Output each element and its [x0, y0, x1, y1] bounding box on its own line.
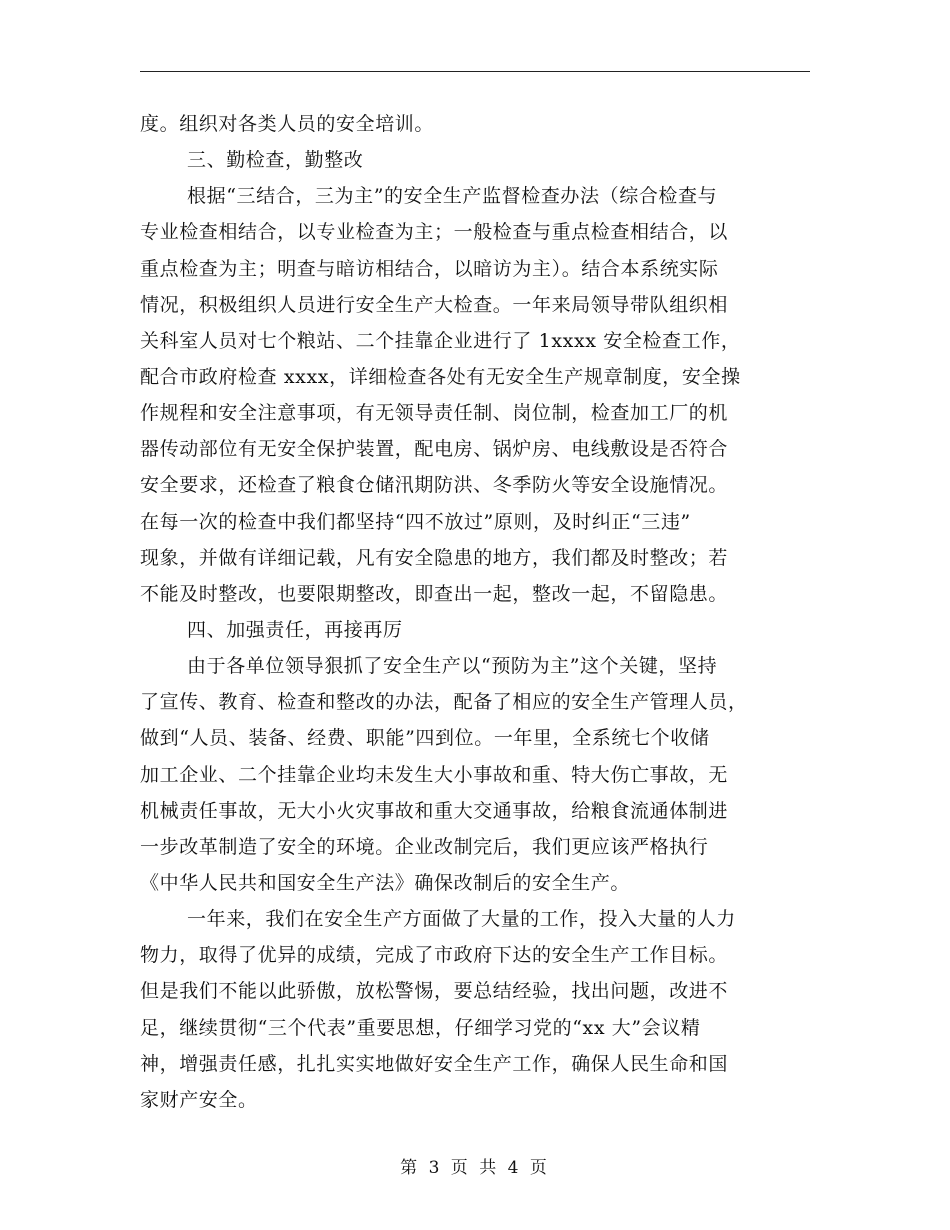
text-line: 足，继续贯彻“三个代表”重要思想，仔细学习党的“xx 大”会议精	[140, 1016, 701, 1039]
text-line: 由于各单位领导狠抓了安全生产以“预防为主”这个关键，坚持	[187, 655, 718, 678]
text-line: 了宣传、教育、检查和整改的办法，配备了相应的安全生产管理人员，	[140, 691, 748, 714]
text-line: 《中华人民共和国安全生产法》确保改制后的安全生产。	[140, 871, 631, 894]
text-line: 在每一次的检查中我们都坚持“四不放过”原则，及时纠正“三违”	[140, 510, 691, 533]
text-line: 重点检查为主；明查与暗访相结合，以暗访为主）。结合本系统实际	[140, 257, 719, 280]
text-line: 情况，积极组织人员进行安全生产大检查。一年来局领导带队组织相	[140, 293, 729, 316]
text-line: 根据“三结合，三为主”的安全生产监督检查办法（综合检查与	[187, 185, 718, 208]
text-line: 现象，并做有详细记载，凡有安全隐患的地方，我们都及时整改；若	[140, 546, 729, 569]
text-line: 关科室人员对七个粮站、二个挂靠企业进行了 1xxxx 安全检查工作，	[140, 329, 741, 352]
text-line: 不能及时整改，也要限期整改，即查出一起，整改一起，不留隐患。	[140, 582, 729, 605]
text-line: 但是我们不能以此骄傲，放松警惕，要总结经验，找出问题，改进不	[140, 980, 729, 1003]
section-heading-4: 四、加强责任，再接再厉	[187, 618, 403, 641]
document-body	[140, 106, 812, 1118]
text-line: 一步改革制造了安全的环境。企业改制完后，我们更应该严格执行	[140, 835, 709, 858]
text-line: 一年来，我们在安全生产方面做了大量的工作，投入大量的人力	[187, 908, 736, 931]
text-line: 神，增强责任感，扎扎实实地做好安全生产工作，确保人民生命和国	[140, 1052, 729, 1075]
section-heading-3: 三、勤检查，勤整改	[187, 149, 364, 172]
text-line: 作规程和安全注意事项，有无领导责任制、岗位制，检查加工厂的机	[140, 402, 729, 425]
page-number-footer: 第 3 页 共 4 页	[400, 1158, 550, 1178]
header-rule	[140, 71, 810, 72]
text-line: 机械责任事故，无大小火灾事故和重大交通事故，给粮食流通体制进	[140, 799, 729, 822]
text-line: 配合市政府检查 xxxx，详细检查各处有无安全生产规章制度，安全操	[140, 365, 741, 388]
text-line: 家财产安全。	[140, 1088, 258, 1111]
text-line: 专业检查相结合，以专业检查为主；一般检查与重点检查相结合，以	[140, 221, 729, 244]
text-line: 加工企业、二个挂靠企业均未发生大小事故和重、特大伤亡事故，无	[140, 763, 729, 786]
text-line: 安全要求，还检查了粮食仓储汛期防洪、冬季防火等安全设施情况。	[140, 474, 729, 497]
text-line: 物力，取得了优异的成绩，完成了市政府下达的安全生产工作目标。	[140, 944, 729, 967]
text-line: 器传动部位有无安全保护装置，配电房、锅炉房、电线敷设是否符合	[140, 438, 729, 461]
text-line: 做到“人员、装备、经费、职能”四到位。一年里，全系统七个收储	[140, 727, 710, 750]
text-line: 度。组织对各类人员的安全培训。	[140, 113, 435, 135]
